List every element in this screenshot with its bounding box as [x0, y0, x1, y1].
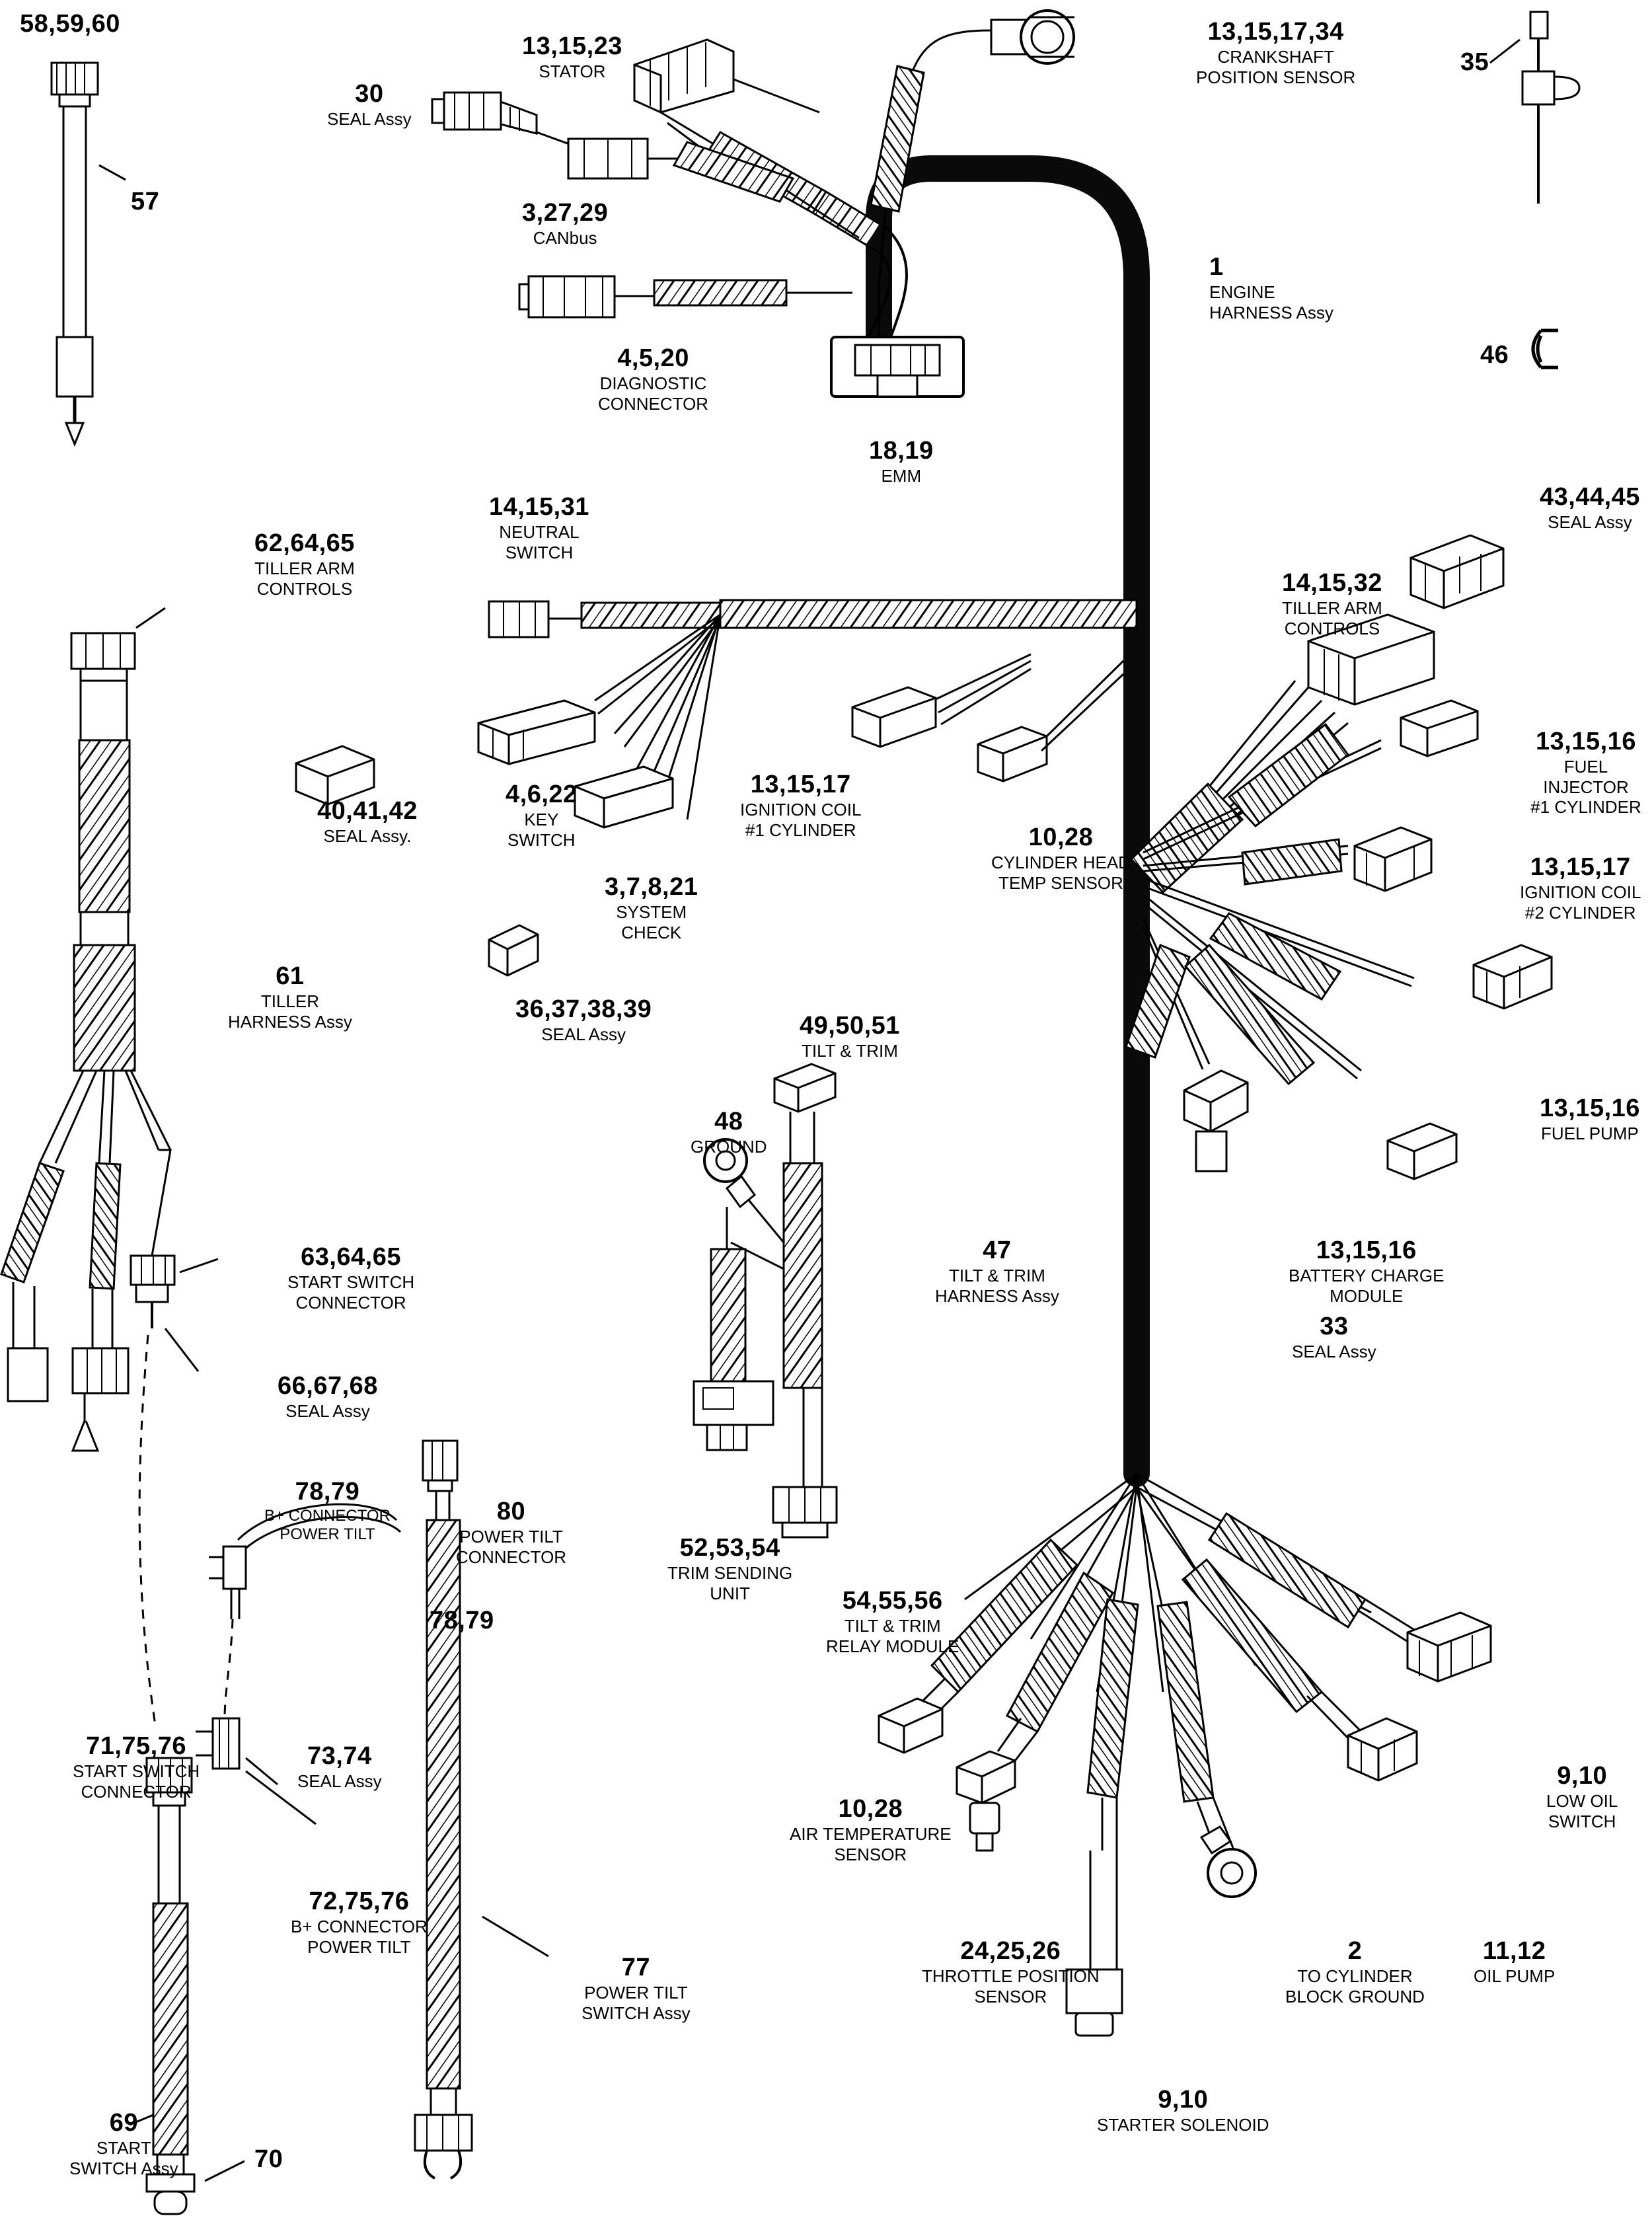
callout-text: THROTTLE POSITION SENSOR	[922, 1966, 1100, 2006]
callout-c242526	[922, 1936, 1100, 2006]
callout-c4520	[598, 344, 708, 414]
callout-number: 78,79	[430, 1607, 494, 1634]
callout-number: 73,74	[307, 1742, 372, 1770]
callout-number: 11,12	[1482, 1937, 1546, 1965]
callout-text: STATOR	[539, 61, 606, 81]
callout-number: 33	[1320, 1313, 1349, 1340]
callout-number: 18,19	[869, 437, 934, 465]
callout-c495051	[800, 1011, 900, 1061]
callout-c7879b	[430, 1606, 494, 1636]
callout-number: 57	[131, 188, 160, 215]
callout-c13151734	[1196, 17, 1355, 87]
callout-text: IGNITION COIL #1 CYLINDER	[740, 799, 862, 840]
callout-c77	[582, 1953, 691, 2023]
callout-c1112	[1474, 1936, 1555, 1987]
callout-text: NEUTRAL SWITCH	[499, 521, 580, 562]
callout-number: 1	[1209, 253, 1224, 281]
callout-c4622	[506, 780, 578, 850]
callout-number: 4,5,20	[617, 344, 689, 372]
callout-number: 46	[1480, 341, 1509, 369]
callout-number: 40,41,42	[317, 797, 418, 825]
callout-c13151612	[1540, 1094, 1640, 1144]
callout-c33	[1292, 1312, 1376, 1362]
callout-text: START SWITCH CONNECTOR	[73, 1761, 200, 1802]
callout-number: 71,75,76	[86, 1732, 187, 1760]
callout-c666768	[278, 1371, 378, 1422]
callout-text: B+ CONNECTOR POWER TILT	[291, 1916, 428, 1957]
callout-c36373839	[515, 995, 652, 1045]
callout-text: IGNITION COIL #2 CYLINDER	[1520, 882, 1641, 923]
callout-number: 36,37,38,39	[515, 995, 652, 1023]
callout-text: CRANKSHAFT POSITION SENSOR	[1196, 46, 1356, 87]
callout-c57	[131, 187, 159, 217]
callout-number: 78,79	[295, 1478, 360, 1506]
callout-c14151	[489, 492, 589, 562]
callout-text: POWER TILT SWITCH Assy	[582, 1982, 691, 2023]
callout-number: 9,10	[1557, 1762, 1608, 1790]
callout-text: START SWITCH Assy	[69, 2137, 178, 2178]
callout-c727576	[291, 1887, 428, 1957]
callout-number: 3,7,8,21	[605, 873, 698, 901]
callout-text: CYLINDER HEAD TEMP SENSOR	[991, 852, 1131, 893]
callout-text: TILLER HARNESS Assy	[228, 991, 352, 1032]
callout-number: 66,67,68	[278, 1372, 378, 1400]
callout-c131517b	[1520, 853, 1641, 923]
callout-number: 13,15,17,34	[1207, 18, 1344, 46]
callout-text: DIAGNOSTIC CONNECTOR	[598, 373, 709, 414]
callout-text: SEAL Assy	[1292, 1341, 1376, 1361]
callout-number: 14,15,31	[489, 493, 589, 521]
callout-c1819	[869, 436, 934, 486]
callout-number: 14,15,32	[1282, 569, 1382, 597]
callout-c910a	[1546, 1761, 1618, 1831]
callout-number: 47	[983, 1237, 1012, 1264]
callout-text: TILLER ARM CONTROLS	[1282, 597, 1382, 638]
callout-text: SYSTEM CHECK	[616, 901, 687, 942]
callout-text: SEAL Assy.	[323, 825, 412, 846]
callout-c910b	[1097, 2085, 1269, 2135]
callout-c61	[228, 962, 352, 1032]
callout-number: 13,15,16	[1540, 1094, 1640, 1122]
callout-c48	[691, 1107, 767, 1157]
callout-number: 43,44,45	[1540, 483, 1640, 511]
callout-number: 4,6,22	[506, 781, 578, 808]
callout-number: 13,15,23	[522, 32, 622, 60]
callout-c69	[69, 2108, 178, 2178]
callout-c47	[935, 1236, 1059, 1306]
callout-c1028b	[790, 1794, 952, 1864]
callout-c141532	[1282, 568, 1382, 638]
callout-c131517a	[740, 770, 861, 840]
callout-c32729	[522, 198, 608, 248]
callout-number: 30	[355, 80, 384, 108]
callout-c58	[20, 9, 120, 39]
callout-text: SEAL Assy	[327, 108, 412, 129]
callout-text: FUEL INJECTOR #1 CYLINDER	[1530, 756, 1641, 818]
callout-number: 72,75,76	[309, 1888, 410, 1915]
callout-number: 48	[714, 1108, 743, 1135]
callout-c626465	[254, 529, 355, 599]
callout-number: 61	[276, 962, 305, 990]
callout-number: 10,28	[1028, 823, 1094, 851]
callout-number: 13,15,16	[1316, 1237, 1417, 1264]
callout-number: 52,53,54	[679, 1534, 780, 1562]
callout-number: 62,64,65	[254, 529, 355, 557]
callout-text: B+ CONNECTOR POWER TILT	[264, 1506, 391, 1544]
callout-c2	[1285, 1936, 1425, 2006]
callout-c404142	[317, 796, 418, 847]
callout-text: LOW OIL SWITCH	[1546, 1790, 1618, 1831]
callout-text: TILLER ARM CONTROLS	[254, 558, 355, 599]
callout-text: KEY SWITCH	[507, 809, 576, 850]
callout-c131516bcm	[1289, 1236, 1445, 1306]
callout-text: ENGINE HARNESS Assy	[1209, 282, 1333, 323]
callout-number: 13,15,16	[1536, 728, 1636, 755]
callout-c46	[1480, 340, 1509, 370]
callout-c1028a	[991, 823, 1131, 893]
callout-c80	[456, 1497, 566, 1567]
callout-c1	[1209, 252, 1333, 323]
callout-text: OIL PUMP	[1474, 1966, 1556, 1986]
callout-number: 58,59,60	[20, 10, 120, 38]
callout-number: 63,64,65	[301, 1243, 402, 1271]
callout-text: SEAL Assy	[541, 1024, 626, 1044]
callout-text: EMM	[881, 465, 922, 486]
callout-text: SEAL Assy	[1548, 512, 1632, 532]
callout-c131523	[522, 32, 622, 82]
callout-c636465	[287, 1242, 414, 1313]
callout-c30	[327, 79, 412, 130]
callout-c525354	[667, 1533, 792, 1603]
callout-number: 13,15,17	[1530, 853, 1631, 881]
callout-number: 80	[496, 1498, 526, 1525]
callout-number: 69	[109, 2109, 138, 2137]
callout-text: BATTERY CHARGE MODULE	[1289, 1265, 1445, 1306]
callout-text: FUEL PUMP	[1541, 1123, 1639, 1143]
callout-text: TILT & TRIM HARNESS Assy	[935, 1265, 1059, 1306]
callout-number: 35	[1460, 48, 1489, 76]
callout-number: 70	[254, 2145, 283, 2173]
callout-c7879a	[264, 1477, 391, 1544]
callout-number: 3,27,29	[522, 199, 609, 227]
callout-c545556	[826, 1586, 959, 1656]
callout-c434445	[1540, 482, 1640, 533]
callout-text: TO CYLINDER BLOCK GROUND	[1285, 1966, 1425, 2006]
callout-text: AIR TEMPERATURE SENSOR	[790, 1823, 952, 1864]
callout-text: STARTER SOLENOID	[1097, 2114, 1269, 2135]
callout-number: 54,55,56	[842, 1587, 943, 1615]
callout-number: 10,28	[838, 1795, 903, 1823]
callout-number: 77	[621, 1954, 650, 1981]
callout-c13151611	[1520, 727, 1652, 818]
callout-c70	[254, 2145, 283, 2174]
callout-c7374	[297, 1741, 382, 1792]
callout-text: CANbus	[533, 227, 597, 248]
callout-text: TILT & TRIM	[802, 1040, 898, 1061]
callout-c37821	[605, 872, 698, 942]
callout-c717576	[73, 1732, 200, 1802]
callout-text: SEAL Assy	[297, 1771, 382, 1791]
callout-number: 9,10	[1158, 2086, 1209, 2114]
callout-number: 49,50,51	[800, 1012, 900, 1040]
callout-text: TILT & TRIM RELAY MODULE	[826, 1615, 959, 1656]
callout-number: 13,15,17	[750, 771, 851, 798]
callout-text: POWER TILT CONNECTOR	[456, 1526, 567, 1567]
callout-number: 2	[1347, 1937, 1363, 1965]
callout-number: 24,25,26	[960, 1937, 1061, 1965]
callout-text: SEAL Assy	[285, 1400, 370, 1421]
callout-c35	[1460, 48, 1489, 77]
callout-text: TRIM SENDING UNIT	[667, 1562, 793, 1603]
callout-text: START SWITCH CONNECTOR	[287, 1272, 415, 1313]
callout-text: GROUND	[691, 1136, 767, 1157]
